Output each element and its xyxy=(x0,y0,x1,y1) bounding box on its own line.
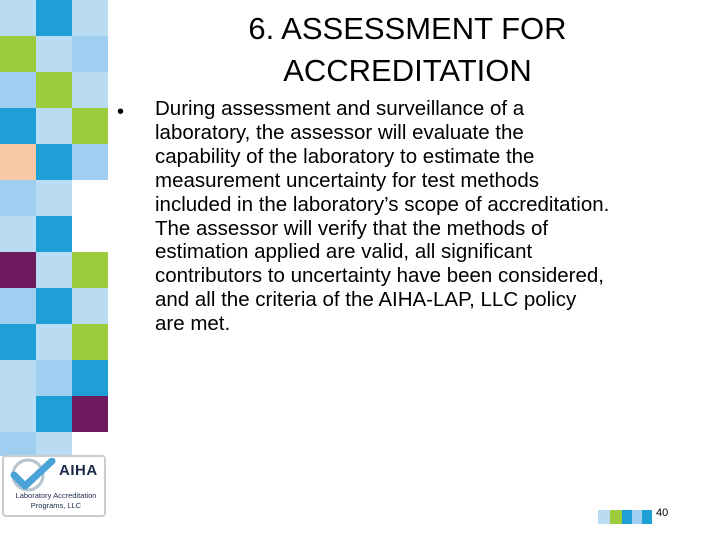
mosaic-tile xyxy=(0,360,36,396)
mosaic-tile xyxy=(72,432,108,456)
mosaic-tile xyxy=(72,288,108,324)
mosaic-tile xyxy=(0,216,36,252)
mosaic-tile xyxy=(72,216,108,252)
footer-color-block xyxy=(632,510,642,524)
mosaic-tile xyxy=(72,252,108,288)
mosaic-tile xyxy=(0,144,36,180)
logo-name: AIHA xyxy=(59,462,98,479)
mosaic-tile xyxy=(72,180,108,216)
logo-subtitle: Laboratory Accreditation Programs, LLC xyxy=(15,491,97,510)
mosaic-tile xyxy=(36,0,72,36)
footer-color-block xyxy=(642,510,652,524)
mosaic-tile xyxy=(36,108,72,144)
mosaic-tile xyxy=(36,36,72,72)
mosaic-tile xyxy=(36,360,72,396)
mosaic-tile xyxy=(0,36,36,72)
mosaic-tile xyxy=(36,180,72,216)
mosaic-tile xyxy=(0,288,36,324)
footer-color-block xyxy=(610,510,622,524)
mosaic-tile xyxy=(36,72,72,108)
mosaic-tile xyxy=(36,432,72,456)
mosaic-tile xyxy=(36,252,72,288)
aiha-logo xyxy=(2,455,106,517)
checkmark-badge-icon xyxy=(6,458,60,492)
slide-body-text: During assessment and surveillance of a laboratory, the assessor will evaluate the capability of the laboratory to estimate the measurement uncertainty for test methods included in the laboratory’s scope of accreditation. The assessor will verify that the methods of estimation applied are valid, all significant contributors to uncertainty have been considered, and all the criteria of the AIHA-LAP, LLC policy are met. xyxy=(155,97,610,336)
mosaic-tile xyxy=(0,252,36,288)
footer-color-block xyxy=(622,510,632,524)
footer-color-block xyxy=(598,510,610,524)
mosaic-tile xyxy=(0,72,36,108)
mosaic-tile xyxy=(0,324,36,360)
bullet-marker: • xyxy=(117,101,125,123)
mosaic-tile xyxy=(72,396,108,432)
mosaic-tile xyxy=(72,360,108,396)
mosaic-tile xyxy=(72,36,108,72)
page-number: 40 xyxy=(656,507,669,519)
mosaic-tile xyxy=(0,432,36,456)
mosaic-tile xyxy=(36,396,72,432)
mosaic-tile xyxy=(36,144,72,180)
mosaic-tile xyxy=(36,324,72,360)
mosaic-tile xyxy=(0,0,36,36)
mosaic-tile xyxy=(0,396,36,432)
mosaic-tile xyxy=(72,324,108,360)
mosaic-tile xyxy=(0,108,36,144)
mosaic-tile xyxy=(72,72,108,108)
mosaic-tile xyxy=(0,180,36,216)
mosaic-tile xyxy=(72,0,108,36)
mosaic-tile xyxy=(72,108,108,144)
slide-title: 6. ASSESSMENT FOR ACCREDITATION xyxy=(248,11,567,88)
mosaic-tile xyxy=(36,288,72,324)
decorative-tile-mosaic xyxy=(0,0,108,456)
mosaic-tile xyxy=(72,144,108,180)
mosaic-tile xyxy=(36,216,72,252)
